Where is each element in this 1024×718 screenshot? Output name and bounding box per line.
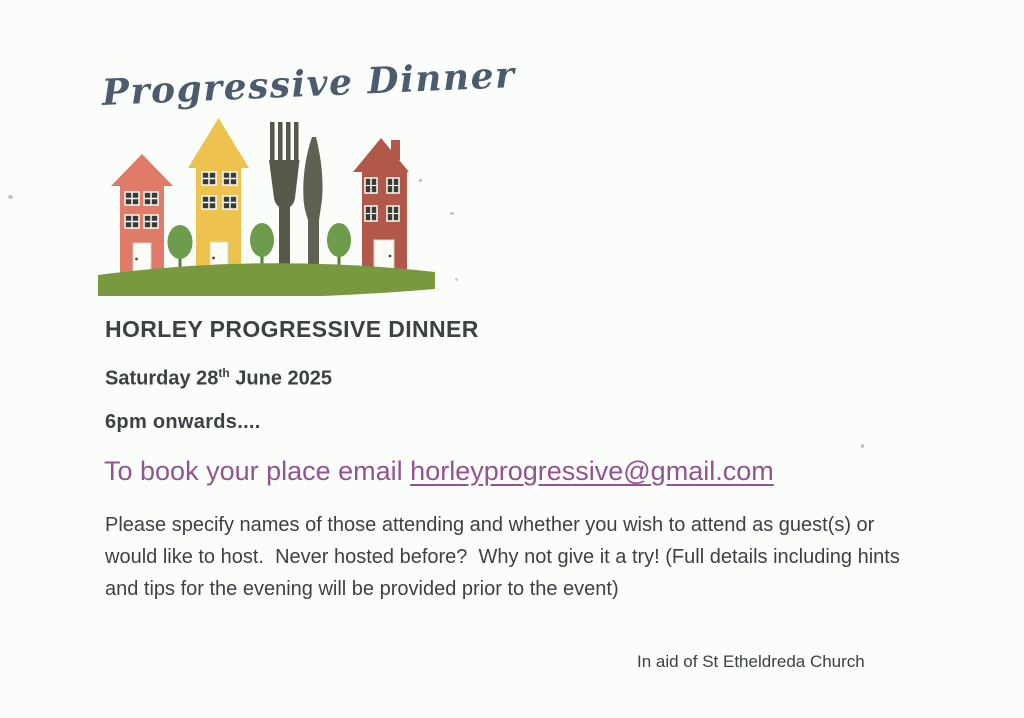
booking-prefix: To book your place email — [104, 456, 411, 486]
house-left-icon — [111, 154, 173, 274]
scan-speck — [450, 212, 454, 215]
scan-speck — [455, 278, 458, 281]
knife-icon — [303, 137, 322, 269]
house-right-icon — [353, 138, 409, 270]
booking-line — [104, 456, 774, 487]
event-date — [105, 366, 332, 391]
scan-speck — [861, 444, 864, 448]
event-title: HORLEY PROGRESSIVE DINNER — [105, 316, 479, 342]
event-details-paragraph: Please specify names of those attending and whether you wish to attend as guest(s) or would like to host. Never hosted before? Why not give it a try! (Full details including hints and tips for the evening will be provided prior to the event) — [105, 514, 906, 600]
booking-email-link[interactable]: horleyprogressive@gmail.com — [410, 456, 774, 486]
event-date-ordinal: th — [218, 366, 230, 380]
scan-speck — [8, 195, 13, 199]
event-date-day: Saturday 28 — [105, 367, 219, 390]
houses-fork-knife-illustration — [98, 108, 435, 296]
scan-speck — [419, 179, 422, 182]
logo-script-title: Progressive Dinner — [101, 53, 517, 114]
charity-note: In aid of St Etheldreda Church — [637, 652, 865, 671]
house-middle-icon — [188, 118, 249, 272]
event-time: 6pm onwards.... — [105, 411, 261, 433]
event-date-month-year: June 2025 — [229, 367, 333, 390]
fork-icon — [269, 122, 300, 270]
